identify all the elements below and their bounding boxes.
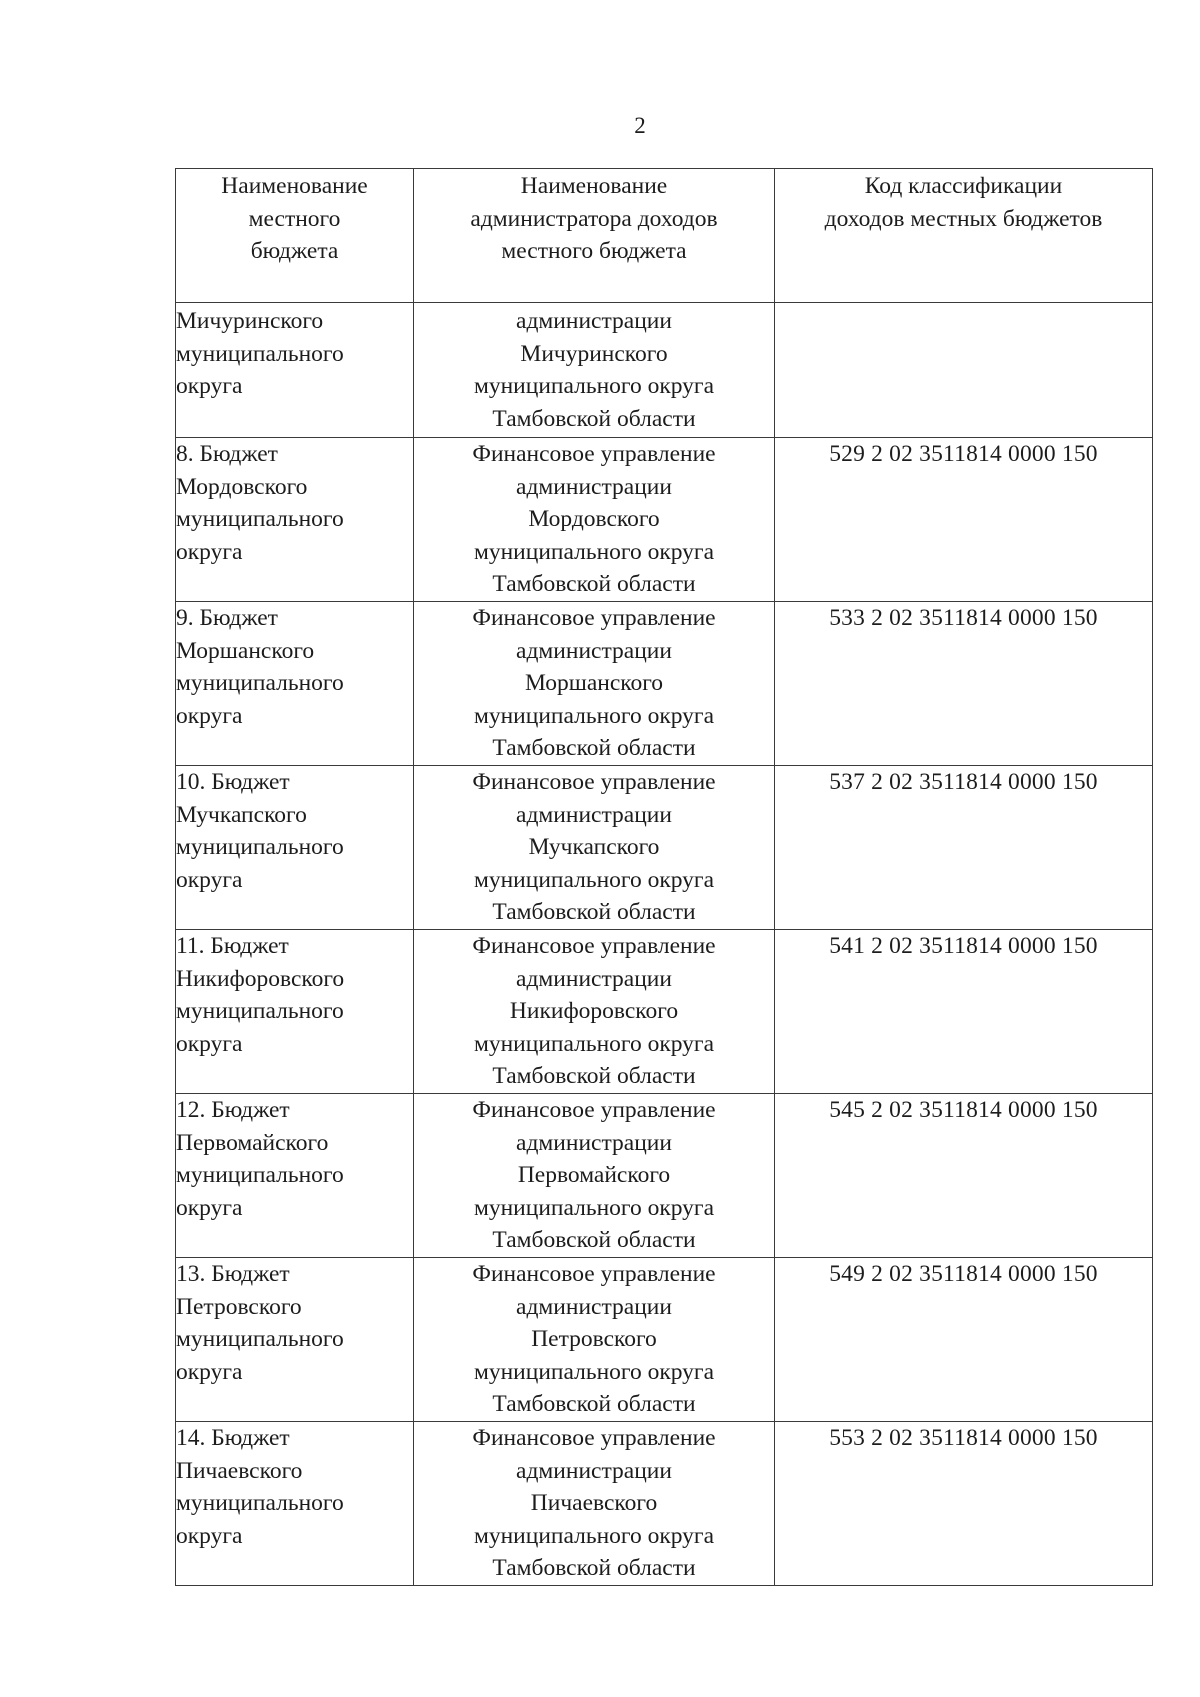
header-classification-code: [775, 169, 1153, 303]
header-line: местного: [248, 205, 341, 232]
cell-line: 14. Бюджет: [176, 1425, 290, 1451]
table-header: [176, 169, 1153, 303]
table-row: [176, 438, 1153, 602]
cell-line: 9. Бюджет: [176, 605, 278, 631]
cell-line: Тамбовской области: [492, 1391, 696, 1418]
cell-budget-name: [176, 438, 414, 602]
cell-line: Мичуринского: [520, 340, 668, 367]
table-row: [176, 930, 1153, 1094]
cell-line: Тамбовской области: [492, 1227, 696, 1254]
cell-administrator-name: [414, 602, 775, 766]
cell-line: администрации: [516, 1293, 672, 1320]
cell-line: Финансовое управление: [472, 441, 716, 467]
cell-line: округа: [176, 866, 243, 893]
cell-line: 545 2 02 3511814 0000 150: [829, 1097, 1098, 1123]
header-administrator-name: [414, 169, 775, 303]
cell-classification-code: [775, 930, 1153, 1094]
cell-administrator-name: [414, 1258, 775, 1422]
cell-line: 10. Бюджет: [176, 769, 290, 795]
cell-line: муниципального округа: [473, 538, 714, 565]
cell-line: Тамбовской области: [492, 899, 696, 926]
table-row: [176, 1094, 1153, 1258]
cell-line: Мучкапского: [528, 834, 660, 861]
cell-budget-name: [176, 602, 414, 766]
table-body: [176, 303, 1153, 1586]
cell-line: Пичаевского: [176, 1457, 303, 1484]
cell-line: 553 2 02 3511814 0000 150: [829, 1425, 1098, 1451]
header-line: бюджета: [250, 238, 339, 265]
table-row: [176, 602, 1153, 766]
header-line: местного бюджета: [501, 238, 687, 265]
page-number: 2: [634, 113, 646, 138]
header-line: доходов местных бюджетов: [824, 205, 1103, 232]
cell-line: администрации: [516, 801, 672, 828]
cell-line: Финансовое управление: [472, 605, 716, 631]
cell-line: Тамбовской области: [492, 405, 696, 432]
cell-line: Петровского: [531, 1326, 657, 1353]
cell-line: муниципального: [176, 1326, 344, 1353]
cell-line: округа: [176, 1030, 243, 1057]
cell-administrator-name: [414, 930, 775, 1094]
cell-line: 549 2 02 3511814 0000 150: [829, 1261, 1098, 1287]
cell-line: муниципального: [176, 670, 344, 697]
header-line: Наименование: [221, 173, 368, 199]
cell-line: администрации: [516, 637, 672, 664]
header-budget-name: [176, 169, 414, 303]
table-row: [176, 766, 1153, 930]
cell-administrator-name: [414, 766, 775, 930]
cell-line: 533 2 02 3511814 0000 150: [829, 605, 1098, 631]
budget-table: [175, 168, 1153, 1586]
cell-classification-code: [775, 1422, 1153, 1586]
cell-line: Финансовое управление: [472, 1097, 716, 1123]
cell-line: Моршанского: [524, 670, 664, 697]
cell-line: администрации: [516, 1129, 672, 1156]
cell-line: Финансовое управление: [472, 1261, 716, 1287]
cell-line: муниципального округа: [473, 1358, 714, 1385]
cell-classification-code: [775, 1094, 1153, 1258]
cell-line: 537 2 02 3511814 0000 150: [829, 769, 1098, 795]
cell-line: Мичуринского: [176, 308, 324, 334]
cell-administrator-name: [414, 1094, 775, 1258]
cell-line: округа: [176, 1194, 243, 1221]
cell-line: администрации: [516, 965, 672, 992]
cell-classification-code: [775, 1258, 1153, 1422]
cell-line: Тамбовской области: [492, 735, 696, 762]
cell-line: Моршанского: [176, 637, 315, 664]
cell-line: Тамбовской области: [492, 571, 696, 598]
cell-line: муниципального округа: [473, 373, 714, 400]
cell-line: муниципального: [176, 506, 344, 533]
cell-line: 12. Бюджет: [176, 1097, 290, 1123]
cell-line: муниципального: [176, 998, 344, 1025]
cell-budget-name: [176, 1094, 414, 1258]
cell-line: муниципального: [176, 1162, 344, 1189]
cell-line: 11. Бюджет: [176, 933, 289, 959]
cell-line: Петровского: [176, 1293, 302, 1320]
cell-line: округа: [176, 1522, 243, 1549]
cell-budget-name: [176, 766, 414, 930]
cell-line: Тамбовской области: [492, 1063, 696, 1090]
header-line: Наименование: [520, 173, 668, 199]
cell-line: Никифоровского: [176, 965, 345, 992]
table-row: [176, 303, 1153, 438]
cell-line: 8. Бюджет: [176, 441, 278, 467]
cell-line: округа: [176, 373, 243, 400]
cell-line: муниципального: [176, 1490, 344, 1517]
cell-line: Мучкапского: [176, 801, 307, 828]
cell-line: Никифоровского: [509, 998, 679, 1025]
cell-budget-name: [176, 1422, 414, 1586]
cell-line: муниципального: [176, 340, 344, 367]
cell-administrator-name: [414, 303, 775, 438]
cell-line: муниципального округа: [473, 1194, 714, 1221]
cell-line: 541 2 02 3511814 0000 150: [829, 933, 1098, 959]
cell-line: округа: [176, 538, 243, 565]
cell-line: муниципального округа: [473, 866, 714, 893]
cell-classification-code: [775, 303, 1153, 438]
cell-administrator-name: [414, 1422, 775, 1586]
cell-line: муниципального: [176, 834, 344, 861]
table-header-row: [176, 169, 1153, 303]
cell-line: администрации: [516, 473, 672, 500]
cell-line: Мордовского: [176, 473, 308, 500]
header-line: Код классификации: [864, 173, 1063, 199]
cell-line: Первомайского: [517, 1162, 671, 1189]
cell-line: администрации: [516, 1457, 672, 1484]
cell-line: Тамбовской области: [492, 1555, 696, 1582]
cell-line: округа: [176, 1358, 243, 1385]
cell-line: Мордовского: [528, 506, 660, 533]
cell-line: Финансовое управление: [472, 769, 716, 795]
cell-line: 529 2 02 3511814 0000 150: [829, 441, 1098, 467]
cell-classification-code: [775, 766, 1153, 930]
cell-administrator-name: [414, 438, 775, 602]
cell-line: муниципального округа: [473, 1030, 714, 1057]
header-line: администратора доходов: [470, 205, 718, 232]
cell-classification-code: [775, 438, 1153, 602]
table-row: [176, 1258, 1153, 1422]
cell-budget-name: [176, 930, 414, 1094]
cell-line: Первомайского: [176, 1129, 329, 1156]
cell-line: 13. Бюджет: [176, 1261, 290, 1287]
cell-line: администрации: [516, 308, 672, 334]
cell-budget-name: [176, 303, 414, 438]
cell-line: муниципального округа: [473, 1522, 714, 1549]
cell-line: Пичаевского: [530, 1490, 658, 1517]
cell-line: округа: [176, 702, 243, 729]
cell-line: Финансовое управление: [472, 1425, 716, 1451]
cell-line: Финансовое управление: [472, 933, 716, 959]
cell-classification-code: [775, 602, 1153, 766]
table-row: [176, 1422, 1153, 1586]
cell-budget-name: [176, 1258, 414, 1422]
cell-line: муниципального округа: [473, 702, 714, 729]
